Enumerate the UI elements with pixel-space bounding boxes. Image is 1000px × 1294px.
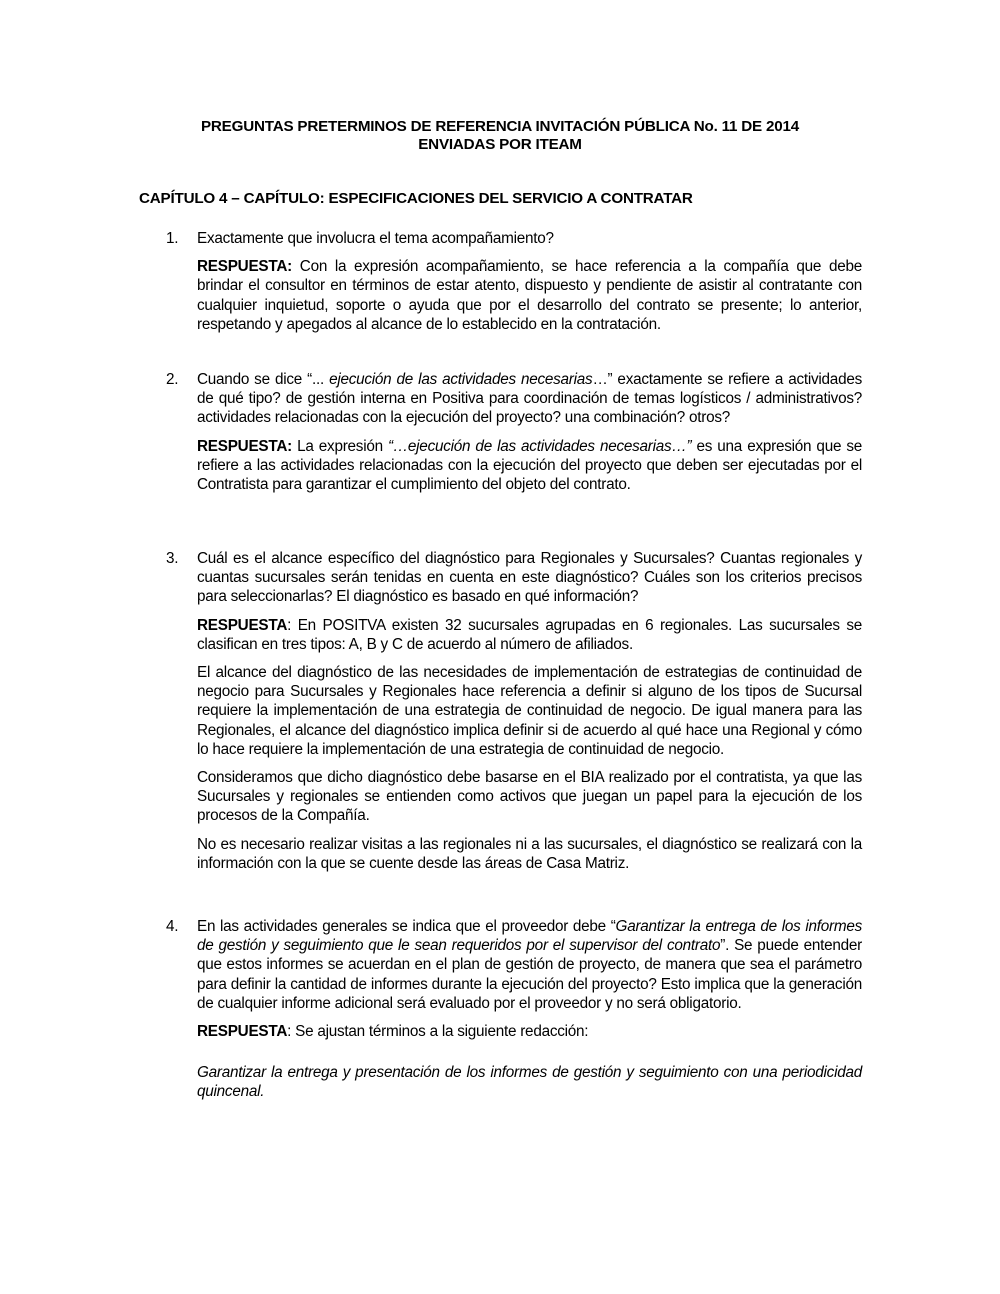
question-item-1 xyxy=(166,229,862,334)
answer-text: : Se ajustan términos a la siguiente redacción: xyxy=(287,1023,589,1041)
answer-quote-text: Garantizar la entrega y presentación de los informes de gestión y seguimiento con una periodicidad quincenal. xyxy=(197,1064,862,1101)
answer-paragraph xyxy=(197,257,862,334)
question-text-italic: Garantizar la entrega de los informes de gestión y seguimiento que le sean requeridos por el supervisor del contrato xyxy=(197,918,862,955)
answer-text-post: es una expresión que se refiere a las actividades relacionadas con la ejecución del proyecto que deben ser ejecutadas por el Contratista para garantizar el cumplimiento del objeto del contrato. xyxy=(197,437,863,494)
question-text-pre: En las actividades generales se indica que el proveedor debe “ xyxy=(197,918,616,935)
answer-text-italic: “…ejecución de las actividades necesarias…” xyxy=(388,437,692,455)
title-line-1: PREGUNTAS PRETERMINOS DE REFERENCIA INVITACIÓN PÚBLICA No. 11 DE 2014 xyxy=(200,118,799,135)
question-text-post: ”. Se puede entender que estos informes se acuerdan en el plan de gestión de proyecto, de manera que sea el parámetro para definir la cantidad de informes durante la ejecución del proyecto? Esto implica que la generación de cualquier informe adicional será evaluado por el proveedor y no será obligatorio. xyxy=(197,937,862,1012)
answer-label: RESPUESTA xyxy=(197,616,288,634)
answer-paragraph xyxy=(197,1022,862,1041)
item-number: 1. xyxy=(166,230,179,247)
answer-text: Con la expresión acompañamiento, se hace referencia a la compañía que debe brindar el consultor en términos de estar atento, dispuesto y pendiente de asistir al contratante con cualquier inquietud, soporte o ayuda que por el desarrollo del contrato se presente; lo anterior, respetando y apegados al alcance de lo establecido en la contratación. xyxy=(197,258,863,333)
item-number: 2. xyxy=(166,371,179,388)
answer-label: RESPUESTA: xyxy=(197,258,292,276)
answer-text: : En POSITVA existen 32 sucursales agrupadas en 6 regionales. Las sucursales se clasifican en tres tipos: A, B y C de acuerdo al número de afiliados. xyxy=(197,616,862,653)
title-line-2: ENVIADAS POR ITEAM xyxy=(418,136,582,153)
item-number: 4. xyxy=(166,918,179,935)
answer-paragraph xyxy=(197,616,862,654)
question-item-3 xyxy=(166,549,862,873)
question-text xyxy=(197,917,862,1013)
question-item-4 xyxy=(166,917,862,1102)
question-text-pre: Cuando se dice “... xyxy=(197,371,330,388)
answer-label: RESPUESTA: xyxy=(197,437,292,455)
question-text xyxy=(197,370,862,428)
document-title xyxy=(130,118,870,154)
answer-paragraph-3: Consideramos que dicho diagnóstico debe basarse en el BIA realizado por el contratista, ya que las Sucursales y regionales se entienden como activos que juegan un papel para la ejecución de los procesos de la Compañía. xyxy=(197,769,862,825)
answer-label: RESPUESTA xyxy=(197,1023,288,1041)
question-text: Exactamente que involucra el tema acompañamiento? xyxy=(197,230,554,247)
answer-quote xyxy=(197,1063,862,1101)
question-item-2 xyxy=(166,370,862,494)
answer-text-pre: La expresión xyxy=(297,437,389,455)
answer-paragraph-2: El alcance del diagnóstico de las necesidades de implementación de estrategias de continuidad de negocio para Sucursales y Regionales hace referencia a definir si alguno de los tipos de Sucursal requiere la implementación de una estrategia de continuidad de negocio. De igual manera para las Regionales, el alcance del diagnóstico implica definir si de acuerdo al qué hace una Regional y cómo lo hace requiere la implementación de una estrategia de continuidad de negocio. xyxy=(197,664,862,758)
item-number: 3. xyxy=(166,550,179,567)
answer-paragraph-4: No es necesario realizar visitas a las regionales ni a las sucursales, el diagnóstico se realizará con la información con la que se cuente desde las áreas de Casa Matriz. xyxy=(197,835,862,872)
question-text-italic: ejecución de las actividades necesarias xyxy=(329,371,593,388)
question-text: Cuál es el alcance específico del diagnóstico para Regionales y Sucursales? Cuantas regionales y cuantas sucursales serán tenidas en cuenta en este diagnóstico? Cuáles son los criterios precisos para seleccionarlas? El diagnóstico es basado en qué información? xyxy=(197,550,862,606)
chapter-heading: CAPÍTULO 4 – CAPÍTULO: ESPECIFICACIONES DEL SERVICIO A CONTRATAR xyxy=(139,190,693,207)
answer-paragraph xyxy=(197,437,862,495)
question-text-post: …” exactamente se refiere a actividades de qué tipo? de gestión interna en Positiva para coordinación de temas logísticos / administrativos? actividades relacionadas con la ejecución del proyecto? una combinación? otros? xyxy=(197,371,862,427)
